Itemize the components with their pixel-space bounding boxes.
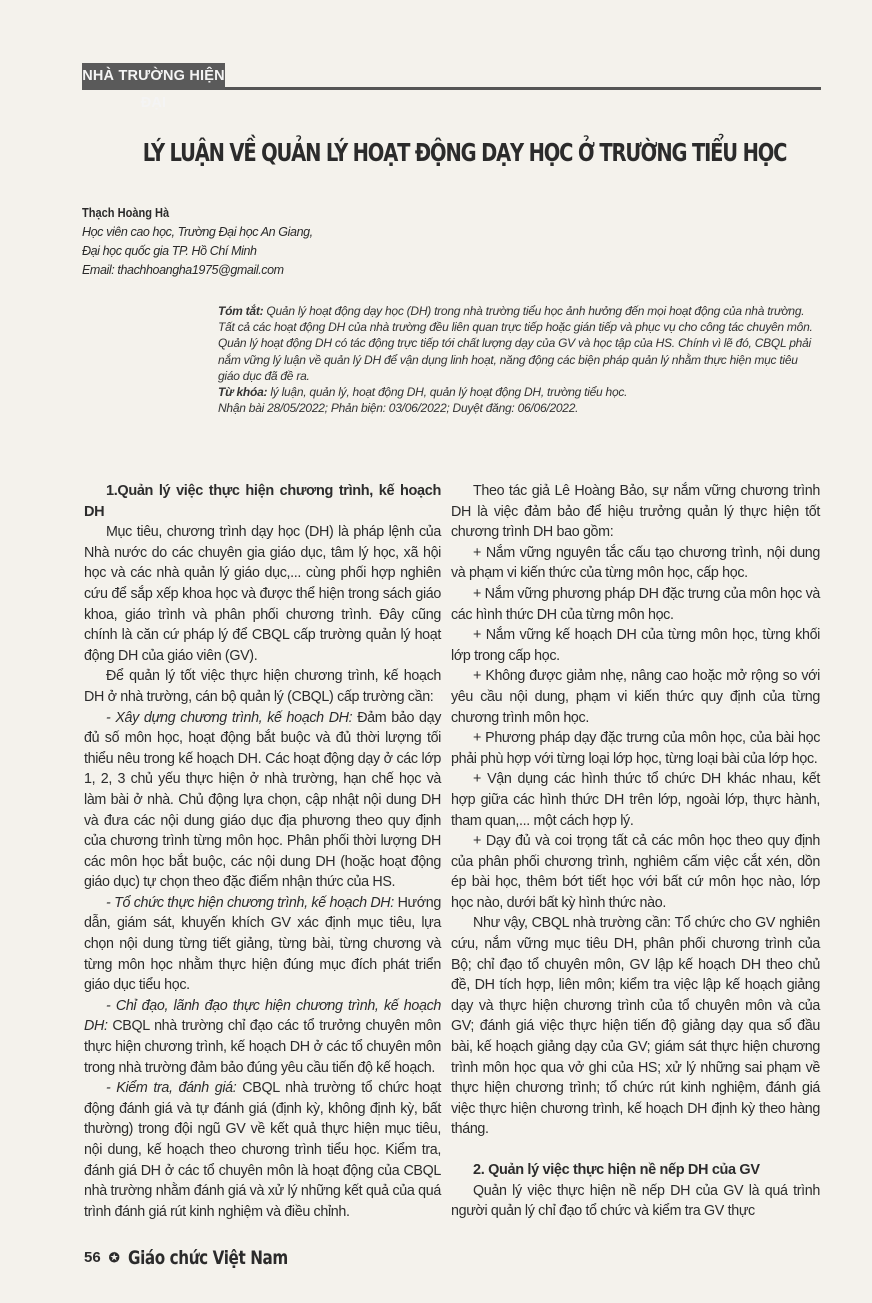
summary-text: Quản lý hoạt động dạy học (DH) trong nhà trường tiểu học ảnh hưởng đến mọi hoạt động của nhà trường. Tất cả các hoạt động DH của nhà trường đều liên quan trực tiếp hoặc gián tiếp và phục vụ cho công tác chuyên môn. Quản lý hoạt động DH có tác động trực tiếp tới chất lượng dạy của GV và học tập của HS. Chính vì lẽ đó, CBQL phải nắm vững lý luận về quản lý DH để vận dụng linh hoạt, năng động các biện pháp quản lý nhằm thực hiện mục tiêu giáo dục đã đề ra.: [218, 304, 813, 383]
keywords-label: Từ khóa:: [218, 385, 268, 400]
paragraph: [84, 996, 441, 1078]
list-item: + Không được giảm nhẹ, nâng cao hoặc mở rộng so với yêu cầu nội dung, phạm vi kiến thức quy định của từng chương trình môn học.: [451, 668, 820, 726]
paragraph: Như vậy, CBQL nhà trường cần: Tổ chức cho GV nghiên cứu, nắm vững mục tiêu DH, phân phối chương trình của Bộ; chỉ đạo tổ chuyên môn, GV lập kế hoạch DH theo chủ đề, DH tích hợp, liên môn; kiểm tra việc lập kế hoạch giảng dạy và thực hiện chương trình của tổ chuyên môn và của GV; đánh giá việc thực hiện tiến độ giảng dạy qua sổ đầu bài, kế hoạch giảng dạy của GV; giám sát thực hiện chương trình môn học qua vở ghi của HS; xử lý những sai phạm về thực hiện chương trình; tổ chức rút kinh nghiệm, đánh giá việc thực hiện chương trình, kế hoạch DH định kỳ theo hàng tháng.: [451, 915, 820, 1138]
paragraph: [84, 1078, 441, 1222]
paragraph-text: CBQL nhà trường tổ chức hoạt động đánh giá và tự đánh giá (định kỳ, không định kỳ, bất thường) trong đội ngũ GV về kết quả thực hiện mục tiêu, nội dung, kế hoạch theo chương trình tiểu học. Kiểm tra, đánh giá DH ở các tổ chuyên môn là hoạt động của CBQL nhà trường nhằm đánh giá và xử lý những kết quả của quá trình đánh giá rút kinh nghiệm và điều chỉnh.: [84, 1080, 442, 1220]
paragraph-text: CBQL nhà trường chỉ đạo các tổ trưởng chuyên môn thực hiện chương trình, kế hoạch DH ở các tổ chuyên môn trong nhà trường đảm bảo đúng yêu cầu tiến độ kế hoạch.: [84, 1018, 441, 1076]
list-item: + Vận dụng các hình thức tổ chức DH khác nhau, kết hợp giữa các hình thức DH trên lớp, ngoài lớp, thực hành, tham quan,... một cách hợp lý.: [451, 771, 820, 829]
list-item: + Nắm vững phương pháp DH đặc trưng của môn học và các hình thức DH của từng môn học.: [451, 585, 820, 623]
abstract: [218, 303, 822, 416]
paragraph-lead: - Xây dựng chương trình, kế hoạch DH:: [106, 709, 353, 726]
author-email: Email: thachhoangha1975@gmail.com: [82, 263, 284, 277]
paragraph-lead: - Chỉ đạo, lãnh đạo thực hiện chương trình, kế hoạch DH:: [84, 997, 441, 1035]
left-column-wrapper: [84, 481, 441, 1270]
author-name: Thạch Hoàng Hà: [82, 205, 170, 220]
paragraph: Mục tiêu, chương trình dạy học (DH) là pháp lệnh của Nhà nước do các chuyên gia giáo dục, tâm lý học, xã hội học và các nhà quản lý giáo dục,... cùng phối hợp nghiên cứu để sắp xếp khoa học và được thể hiện trong sách giáo khoa, giáo trình và phân phối chương trình. Đây cũng chính là căn cứ pháp lý để CBQL cấp trường quản lý hoạt động DH của giáo viên (GV).: [84, 524, 441, 664]
spacer: [451, 1140, 820, 1160]
paragraph: Quản lý việc thực hiện nề nếp DH của GV là quá trình người quản lý chỉ đạo tổ chức và kiểm tra GV thực: [451, 1182, 820, 1220]
list-item: + Nắm vững nguyên tắc cấu tạo chương trình, nội dung và phạm vi kiến thức của từng môn học, cấp học.: [451, 544, 820, 582]
summary-label: Tóm tắt:: [218, 304, 264, 318]
list-item: + Nắm vững kế hoạch DH của từng môn học, từng khối lớp trong cấp học.: [451, 627, 820, 664]
section-heading-2: 2. Quản lý việc thực hiện nề nếp DH của GV: [473, 1162, 760, 1178]
article-title: LÝ LUẬN VỀ QUẢN LÝ HOẠT ĐỘNG DẠY HỌC Ở TRƯỜNG TIỂU HỌC: [142, 138, 787, 167]
paragraph: Để quản lý tốt việc thực hiện chương trình, kế hoạch DH ở nhà trường, cán bộ quản lý (CBQL) cấp trường cần:: [84, 668, 441, 705]
section-label: NHÀ TRƯỜNG HIỆN ĐẠI: [82, 63, 225, 90]
author-affiliation-2: Đại học quốc gia TP. Hồ Chí Minh: [82, 244, 257, 258]
keywords-text: lý luận, quản lý, hoạt động DH, quản lý hoạt động DH, trường tiểu học.: [267, 385, 628, 400]
paragraph-text: Hướng dẫn, giám sát, khuyến khích GV xác định mục tiêu, lựa chọn nội dung từng tiết giảng, từng bài, từng chương và từng môn học nhằm thực hiện đúng mục đích phát triển giáo dục tiểu học.: [84, 894, 442, 994]
left-column: [84, 481, 441, 1222]
list-item: + Dạy đủ và coi trọng tất cả các môn học theo quy định của phân phối chương trình, nghiêm cấm việc cắt xén, dồn ép bài học, thêm bớt tiết học với bất cứ môn học nào, lớp học nào, dưới bất kỳ hình thức nào.: [451, 833, 820, 911]
section-heading-1: 1.Quản lý việc thực hiện chương trình, kế hoạch DH: [84, 483, 441, 520]
flower-icon: ✪: [108, 1250, 120, 1266]
paragraph-lead: - Tổ chức thực hiện chương trình, kế hoạch DH:: [106, 894, 394, 911]
author-block: [82, 203, 313, 280]
right-column: [451, 481, 820, 1222]
paragraph: Theo tác giả Lê Hoàng Bảo, sự nắm vững chương trình DH là việc đảm bảo để hiệu trưởng quản lý thực hiện tốt chương trình DH bao gồm:: [451, 483, 820, 541]
paragraph-lead: - Kiểm tra, đánh giá:: [106, 1080, 237, 1097]
list-item: + Phương pháp dạy đặc trưng của môn học, của bài học phải phù hợp với từng loại lớp học, từng loại bài của lớp học.: [451, 730, 820, 767]
article-dates: Nhận bài 28/05/2022; Phản biện: 03/06/2022; Duyệt đăng: 06/06/2022.: [218, 401, 579, 416]
author-affiliation: Học viên cao học, Trường Đại học An Giang,: [82, 225, 313, 239]
paragraph: [84, 893, 441, 996]
paragraph-text: Đảm bảo dạy đủ số môn học, hoạt động bắt buộc và đủ thời lượng tối thiểu nêu trong kế hoạch DH. Các hoạt động dạy ở các lớp 1, 2, 3 chủ yếu thực hiện ở nhà trường, hạn chế học và làm bài ở nhà. Chủ động lựa chọn, cập nhật nội dung DH và đưa các nội dung giáo dục địa phương theo quy định của chương trình từng môn học. Phân phối thời lượng DH các môn học bắt buộc, các nội dung DH (hoặc hoạt động giáo dục) tự chọn theo đặc điểm nhận thức của HS.: [84, 709, 441, 891]
paragraph: [84, 708, 441, 893]
page-number: 56: [84, 1249, 101, 1267]
magazine-name: Giáo chức Việt Nam: [127, 1247, 288, 1270]
page-footer: [84, 1246, 441, 1270]
header-divider: [225, 87, 821, 90]
